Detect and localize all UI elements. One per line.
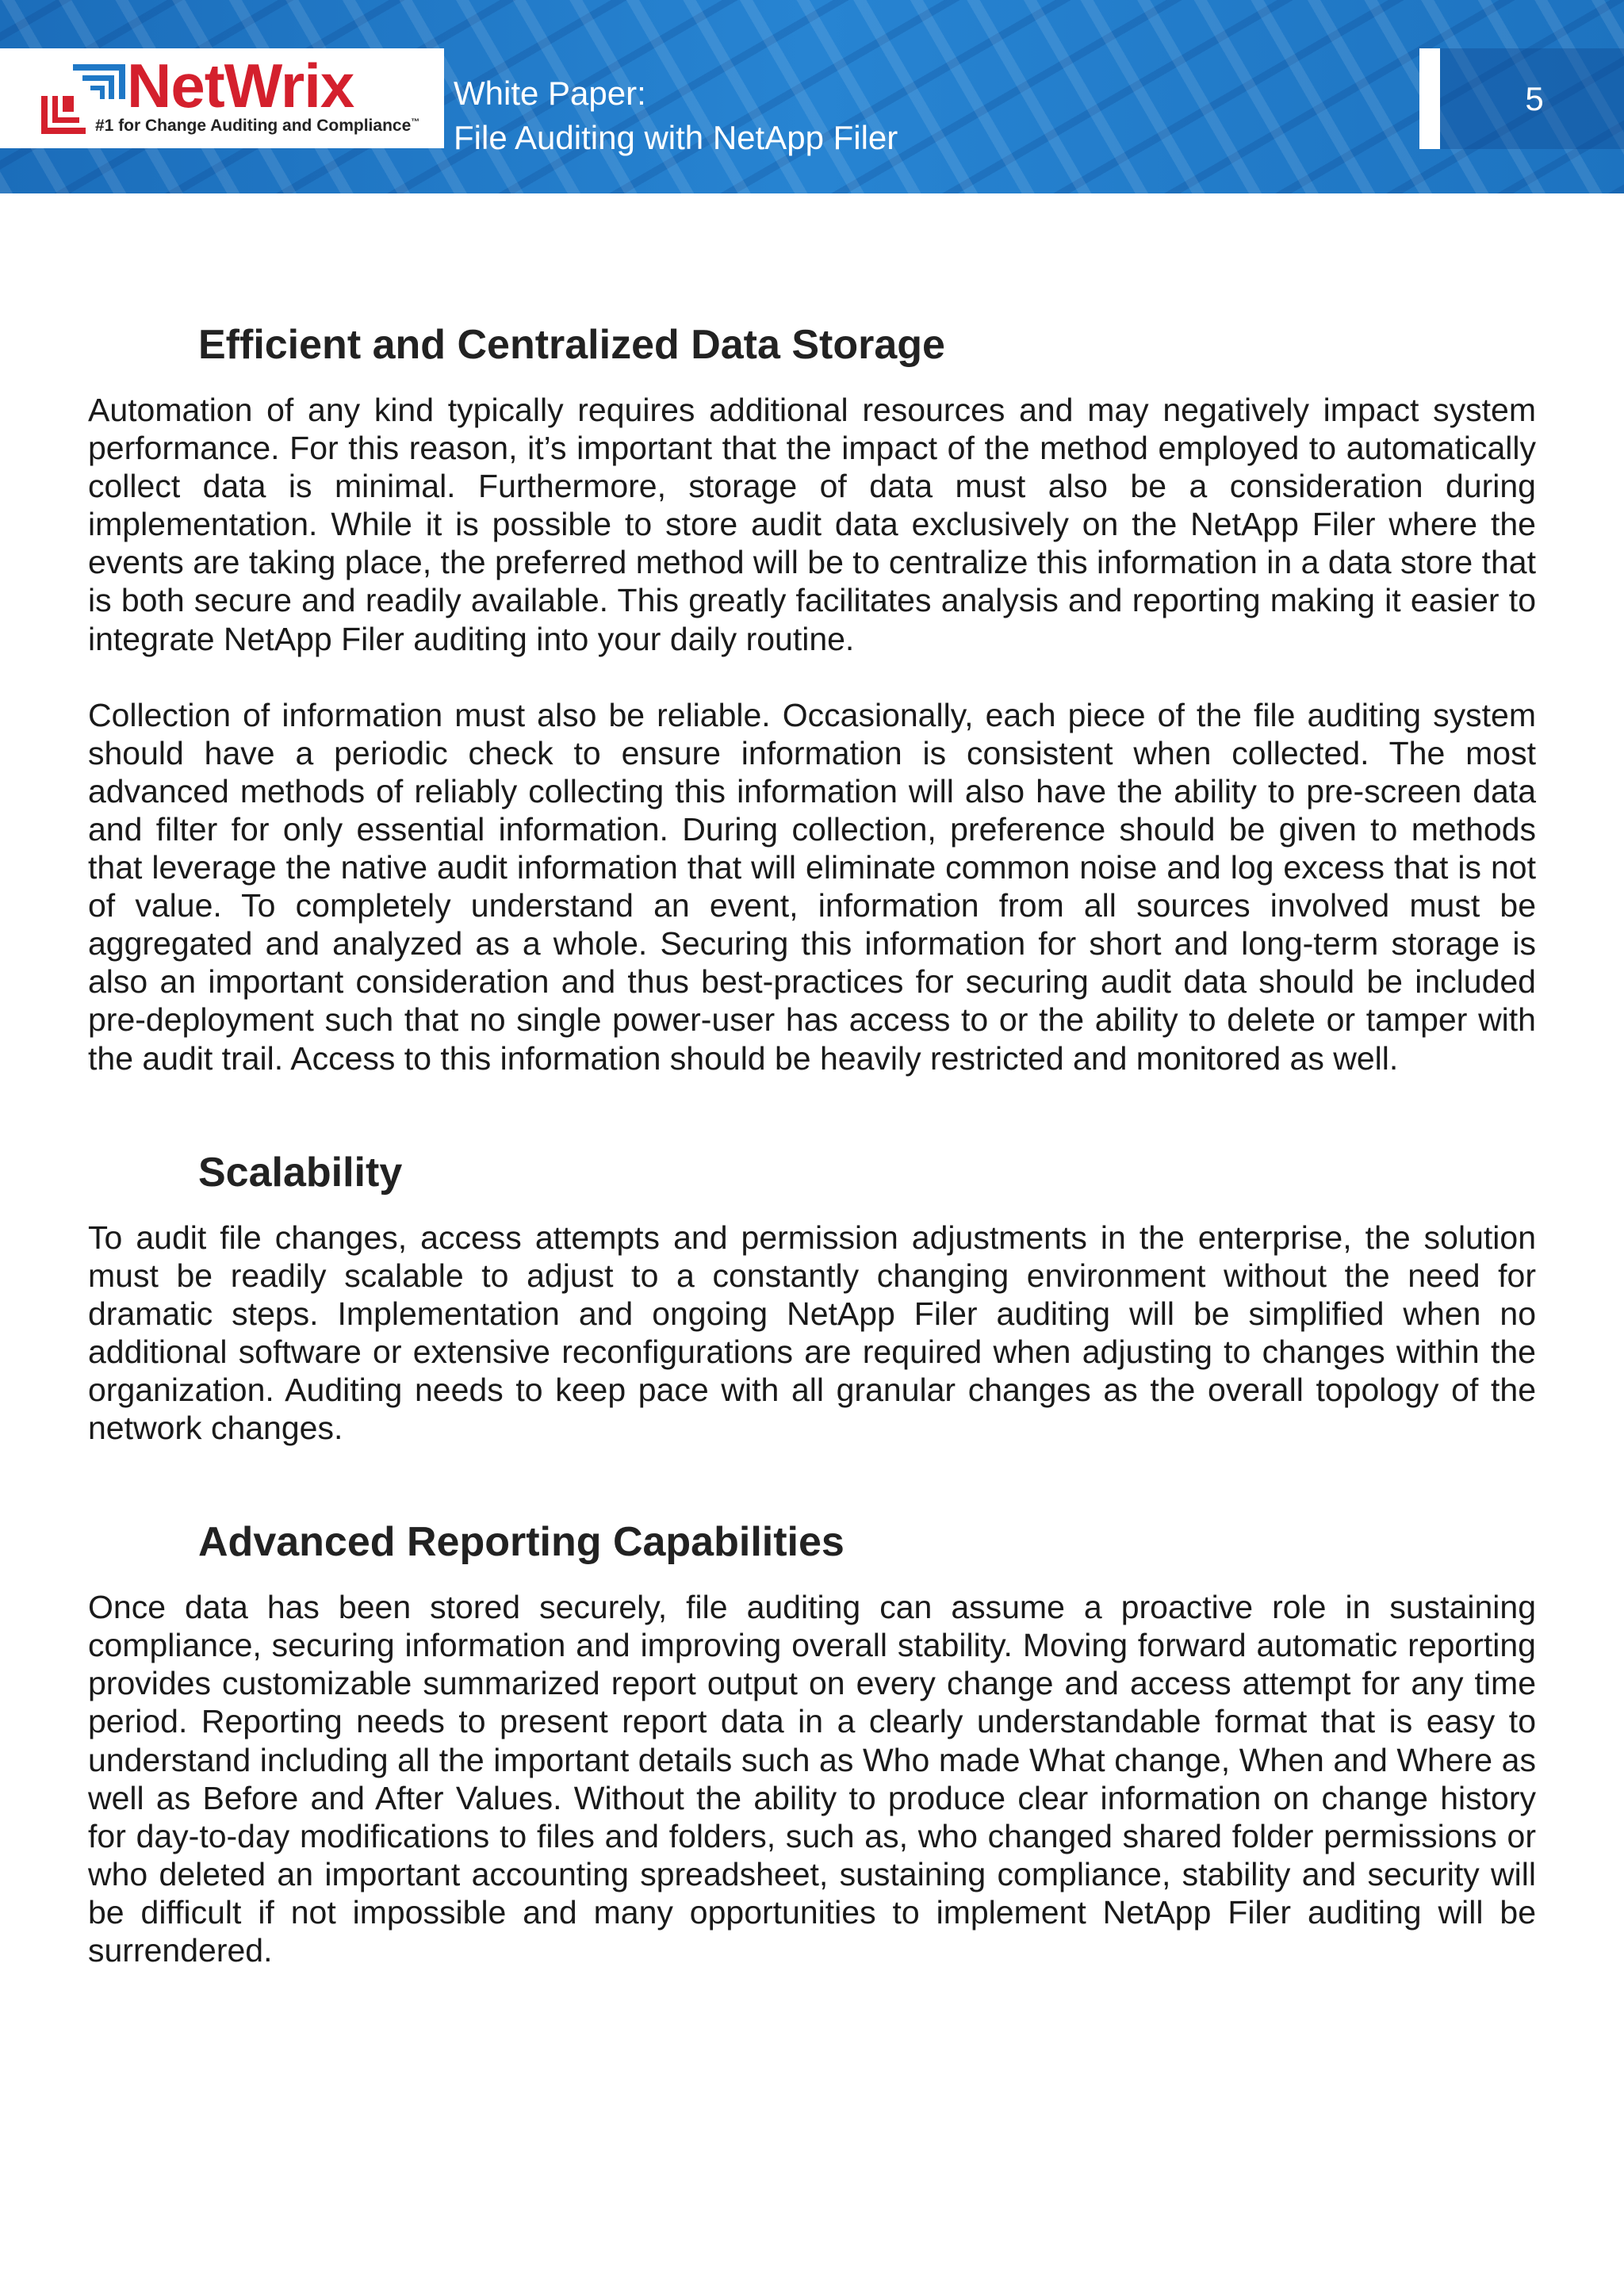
- section-reporting: [88, 1510, 1536, 1969]
- paragraph: To audit file changes, access attempts and permission adjustments in the enterprise, the solution must be readily scalable to adjust to a constantly changing environment without the need for dramatic steps. Implementation and ongoing NetApp Filer auditing will be simplified when no additional software or extensive reconfigurations are required when adjusting to changes within the organization. Auditing needs to keep pace with all granular changes as the overall topology of the network changes.: [88, 1219, 1536, 1447]
- section-heading: Scalability: [198, 1149, 403, 1196]
- page-header: [0, 0, 1624, 193]
- page-number: 5: [1525, 80, 1544, 117]
- paragraph: Collection of information must also be reliable. Occasionally, each piece of the file auditing system should have a periodic check to ensure information is consistent when collected. The most advanced methods of reliably collecting this information will also have the ability to pre-screen data and filter for only essential information. During collection, preference should be given to methods that leverage the native audit information that will eliminate common noise and log excess that is not of value. To completely understand an event, information from all sources involved must be aggregated and analyzed as a whole. Securing this information for short and long-term storage is also an important consideration and thus best-practices for securing audit data should be included pre-deployment such that no single power-user has access to or the ability to delete or tamper with the audit trail. Access to this information should be heavily restricted and monitored as well.: [88, 696, 1536, 1077]
- section-heading: Efficient and Centralized Data Storage: [198, 322, 945, 368]
- section-data-storage: [88, 313, 1536, 1077]
- logo-tagline: #1 for Change Auditing and Compliance™: [95, 117, 420, 135]
- document-title: [454, 71, 898, 160]
- paragraph: Once data has been stored securely, file auditing can assume a proactive role in sustaining compliance, securing information and improving overall stability. Moving forward automatic reporting provides customizable summarized report output on every change and access attempt for any time period. Reporting needs to present report data in a clearly understandable format that is easy to understand including all the important details such as Who made What change, When and Where as well as Before and After Values. Without the ability to produce clear information on change history for day-to-day modifications to files and folders, such as, who changed shared folder permissions or who deleted an important accounting spreadsheet, sustaining compliance, stability and security will be difficult if not impossible and many opportunities to implement NetApp Filer auditing will be surrendered.: [88, 1589, 1536, 1969]
- document-body: [88, 313, 1536, 1969]
- logo-wordmark: NetWrix: [127, 51, 354, 121]
- section-scalability: [88, 1141, 1536, 1448]
- paragraph: Automation of any kind typically requires additional resources and may negatively impact system performance. For this reason, it’s important that the impact of the method employed to automatically collect data is minimal. Furthermore, storage of data must also be a consideration during implementation. While it is possible to store audit data exclusively on the NetApp Filer where the events are taking place, the preferred method will be to centralize this information in a data store that is both secure and readily available. This greatly facilitates analysis and reporting making it easier to integrate NetApp Filer auditing into your daily routine.: [88, 392, 1536, 657]
- document-title-line-1: White Paper:: [454, 75, 646, 112]
- document-title-line-2: File Auditing with NetApp Filer: [454, 119, 898, 156]
- header-divider: [1419, 48, 1440, 149]
- section-heading: Advanced Reporting Capabilities: [198, 1519, 845, 1566]
- netwrix-logo: [0, 48, 444, 148]
